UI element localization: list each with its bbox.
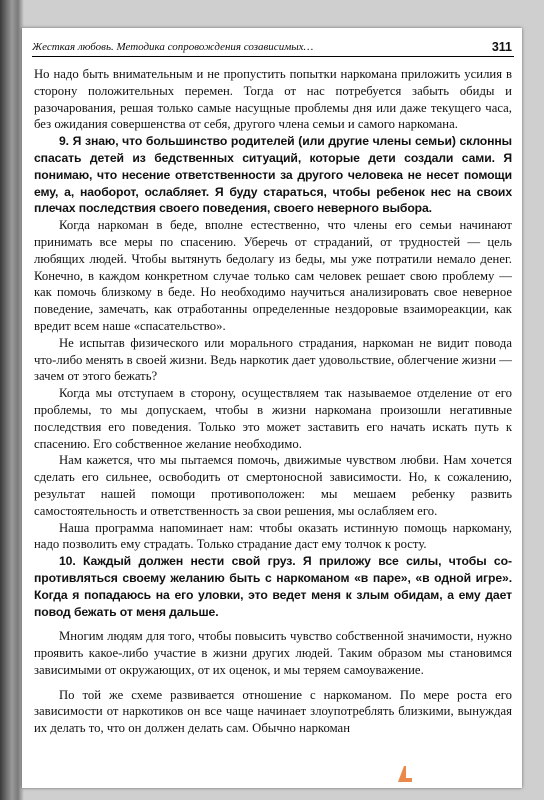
- page-number: 311: [491, 40, 512, 54]
- paragraph: Когда мы отступаем в сторону, осуществляем так называемое отделение от его проблемы, то мы допускаем, чтобы в жизни наркомана произошли негативные последствия его поведения. Только это может заставить его начать искать путь к спасению. Его собственное желание необходимо.: [34, 386, 512, 451]
- book-page: [22, 28, 522, 788]
- rule-heading: 10. Каждый должен нести свой груз. Я приложу все силы, чтобы сопротивляться своему желанию быть с наркоманом «в паре», «в одной игре». Когда я попадаюсь на его уловки, это ведет меня к злым обидам, а ему дает повод бежать от меня дальше.: [34, 554, 512, 619]
- publisher-logo-icon: [397, 765, 413, 783]
- paragraph: Когда наркоман в беде, вполне естественно, что члены его семьи начинают принимать все меры по спасению. Уберечь от страданий, от трудностей — цель любящих людей. Чтобы вытянуть бедолагу из беды, мы уже потратили немало денег. Конечно, в каждом конкретном случае только сам человек решает свою проблему — как помочь близкому в беде. Но необходимо научиться анализировать свое неверное поведение, замечать, как отработанны определенные нездоровые взаимореакции, как вредит всем наше «спасательство».: [34, 218, 512, 333]
- paragraph: Но надо быть внимательным и не пропустить попытки наркомана приложить усилия в сторону положительных перемен. Тогда от нас потребуется забыть обиды и разочарования, решая только самые насущные проблемы дня или даже текущего часа, без ожидания совершенства от себя, другого члена семьи и самого наркомана.: [34, 67, 512, 132]
- page-header: [32, 34, 514, 57]
- paragraph: Многим людям для того, чтобы повысить чувство собственной значимости, нужно проявить какое-либо участие в жизни других людей. Таким образом мы становимся зависимыми от окружающих, от их оценок, и мы теряем самоуважение.: [34, 629, 512, 677]
- page-body: [34, 66, 512, 737]
- paragraph: Нам кажется, что мы пытаемся помочь, движимые чувством любви. Нам хочется сделать его сильнее, освободить от смертоносной зависимости. Но, к сожалению, результат нашей помощи противоположен: мы мешаем ребенку развить самостоятельность и ответственность за свои решения, мы ослабляем его.: [34, 453, 512, 518]
- rule-heading: 9. Я знаю, что большинство родителей (или другие члены семьи) склонны спасать детей из бедственных ситуаций, которые дети создали сами. Я понимаю, что несение ответственности за другого человека не несет помощи ему, а, наоборот, ослабляет. Я буду стараться, чтобы ребенок нес на своих плечах последствия своего поведения, своего неверного выбора.: [34, 134, 512, 216]
- paragraph: Не испытав физического или морального страдания, наркоман не видит повода что-либо менять в своей жизни. Ведь наркотик дает удовольствие, облегчение жизни — зачем от этого бежать?: [34, 335, 512, 384]
- paragraph: Наша программа напоминает нам: чтобы оказать истинную помощь наркоману, надо позволить ему страдать. Только страдание даст ему толчок к росту.: [34, 520, 512, 552]
- paragraph: По той же схеме развивается отношение с наркоманом. По мере роста его зависимости от наркотиков он все чаще начинает злоупотреблять близкими, вынуждая их делать то, что он должен делать сам. Обычно наркоман: [34, 687, 512, 736]
- running-title: Жесткая любовь. Методика сопровождения созависимых…: [32, 41, 314, 53]
